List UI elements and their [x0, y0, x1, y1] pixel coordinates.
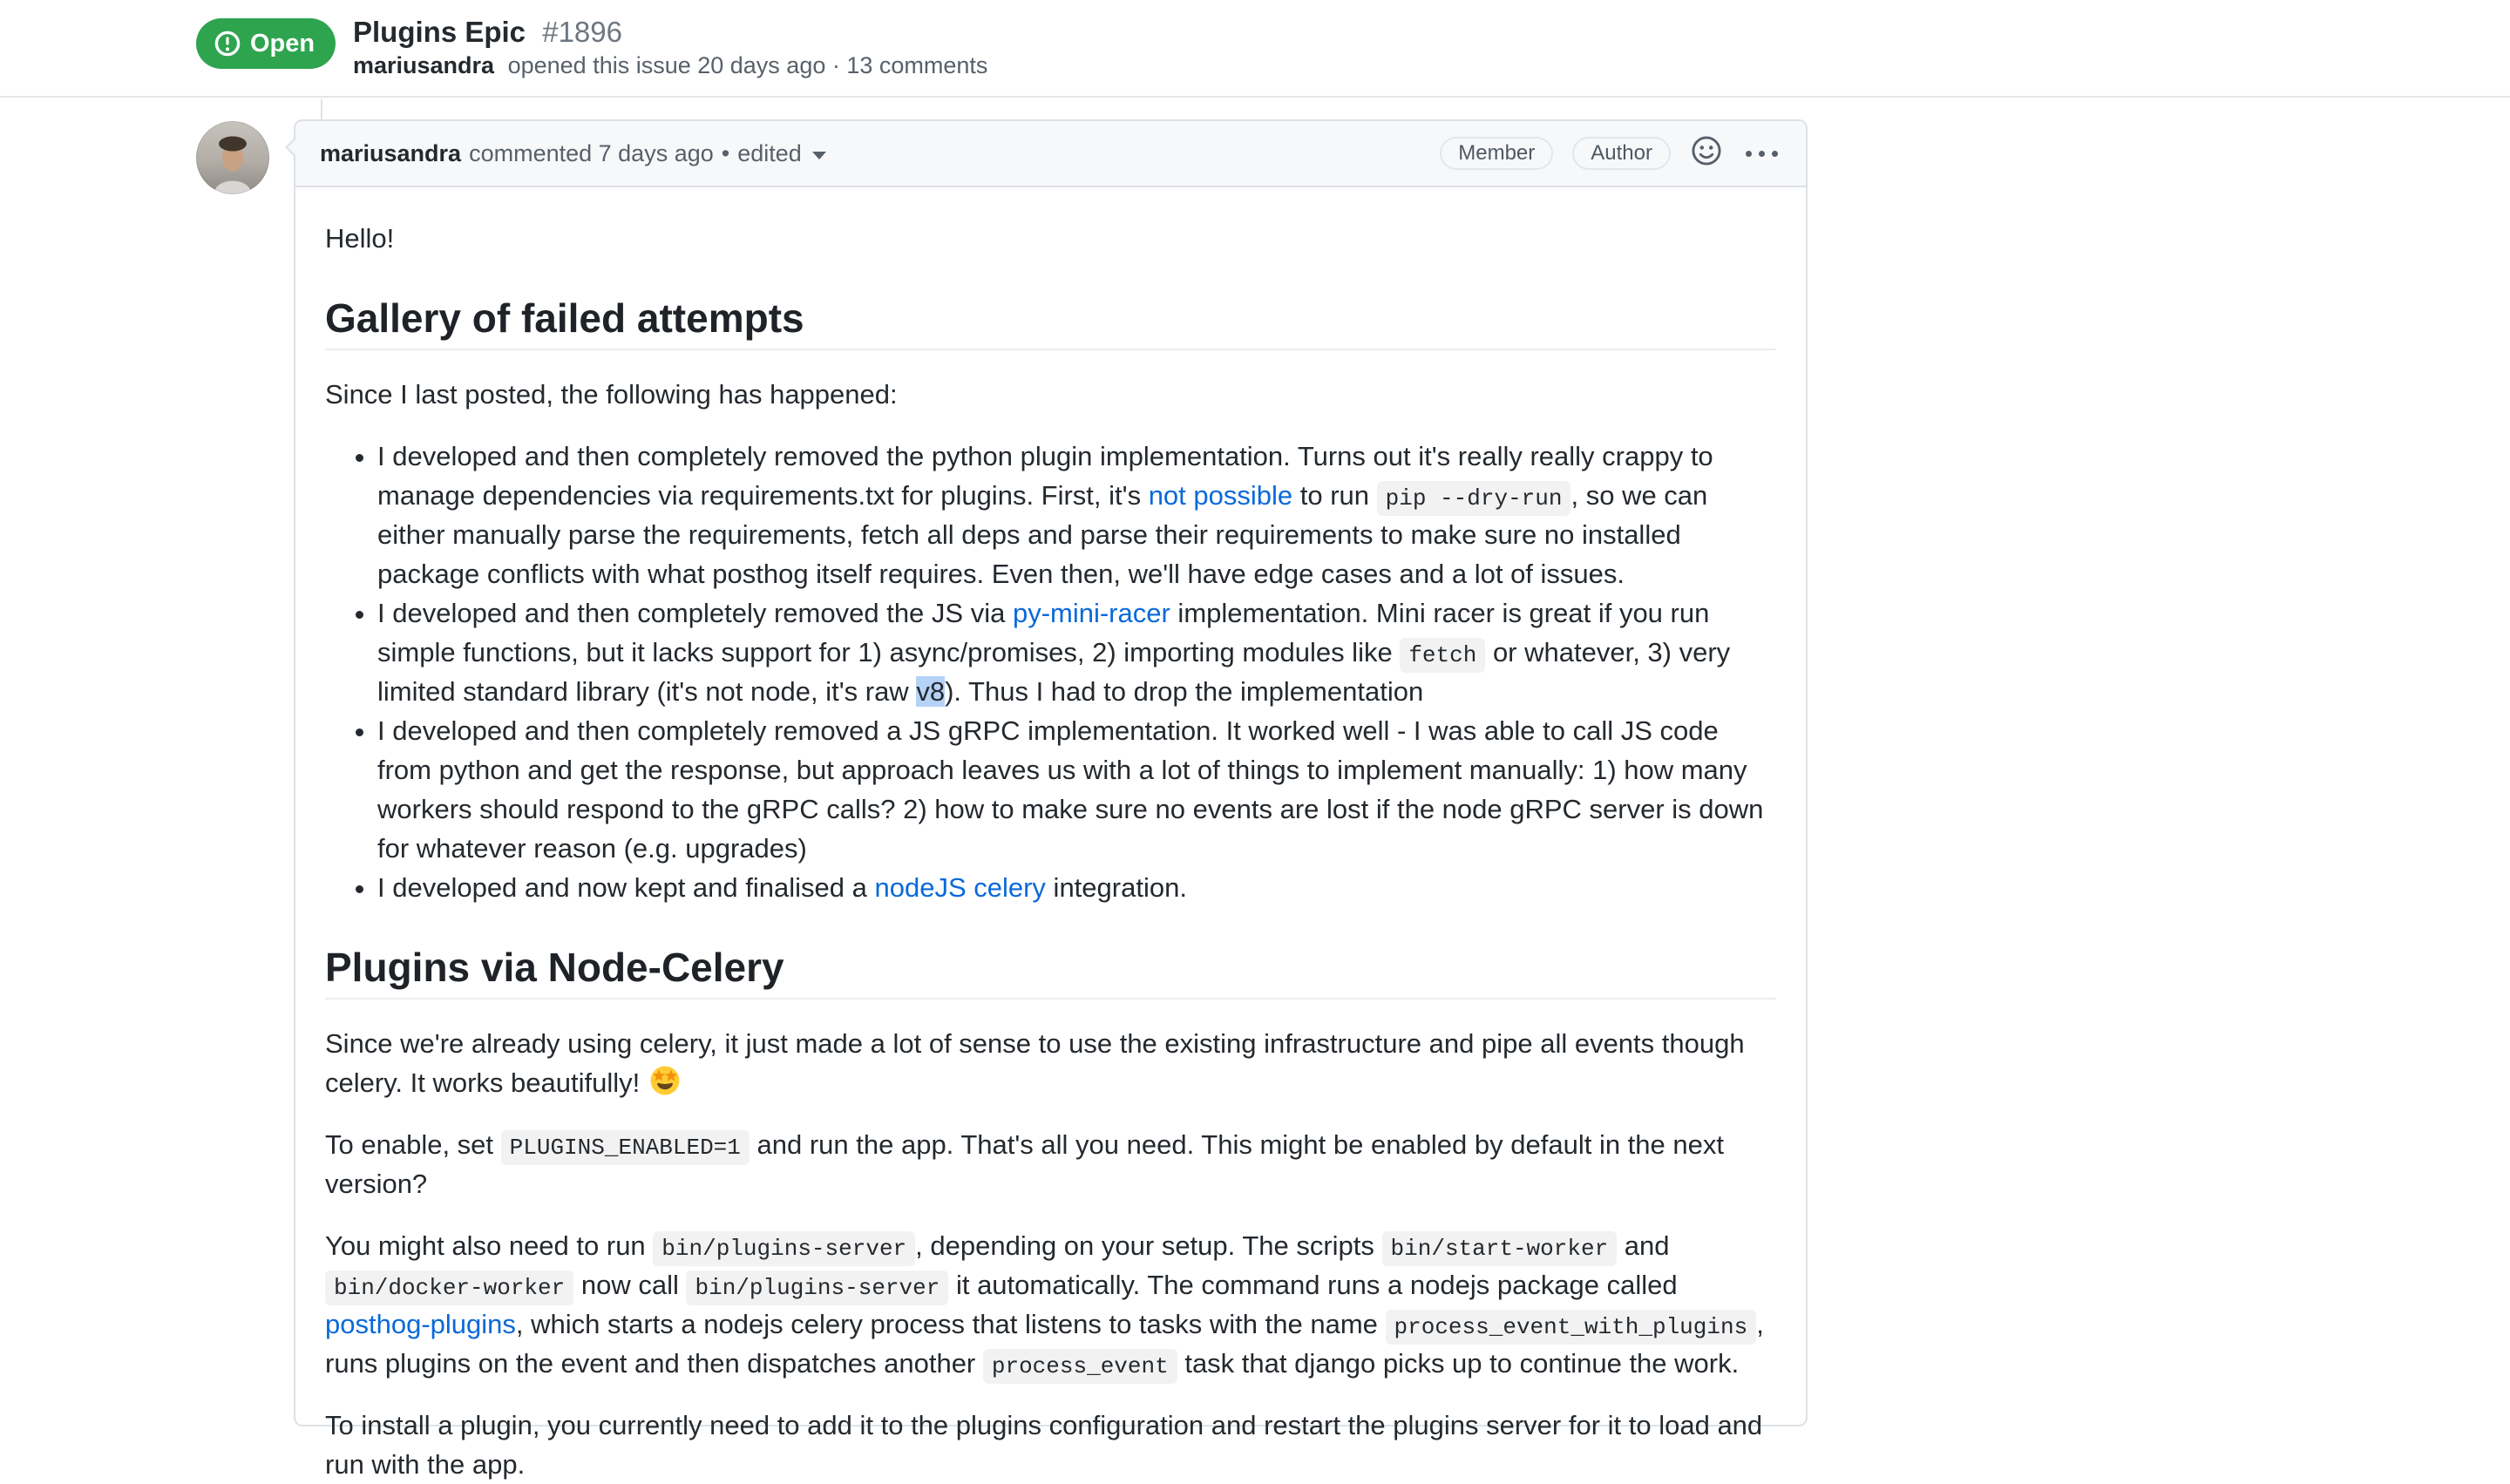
list-item: • I developed and now kept and finalised a nodeJS celery integration.	[377, 868, 1776, 907]
timeline-connector-line	[321, 99, 322, 119]
inline-code: bin/docker-worker	[325, 1271, 573, 1305]
avatar[interactable]	[196, 121, 269, 194]
comment-timestamp[interactable]: commented 7 days ago	[469, 139, 714, 166]
comment-header	[295, 121, 1806, 187]
issue-opened-icon	[214, 30, 241, 58]
inline-link[interactable]: posthog-plugins	[325, 1309, 516, 1339]
inline-code: bin/plugins-server	[653, 1231, 915, 1266]
inline-code: process_event	[983, 1349, 1177, 1384]
inline-code: bin/start-worker	[1382, 1231, 1618, 1266]
inline-code: PLUGINS_ENABLED=1	[501, 1130, 750, 1165]
inline-link[interactable]: py-mini-racer	[1012, 598, 1170, 628]
comment-body	[295, 187, 1806, 1484]
selected-text: v8	[916, 676, 946, 707]
comment-box	[294, 119, 1808, 1480]
inline-code: bin/plugins-server	[686, 1271, 948, 1305]
inline-code: process_event_with_plugins	[1386, 1310, 1757, 1345]
inline-code: fetch	[1400, 638, 1485, 673]
issue-state-badge	[196, 18, 336, 69]
smiley-icon	[1690, 134, 1723, 173]
issue-meta-line	[353, 52, 987, 79]
add-reaction-button[interactable]	[1690, 134, 1723, 173]
comment-meta-separator: •	[721, 139, 730, 166]
issue-author-link[interactable]: mariusandra	[353, 52, 495, 78]
inline-link[interactable]: not possible	[1148, 480, 1293, 511]
comment-author-link[interactable]: mariusandra	[320, 139, 462, 166]
issue-state-label: Open	[250, 29, 315, 58]
issue-title-line	[353, 16, 622, 49]
paragraph: To enable, set PLUGINS_ENABLED=1 and run the app. That's all you need. This might be enabled by default in the next version?	[325, 1129, 1724, 1199]
issue-meta-text: opened this issue 20 days ago · 13 comments	[507, 52, 988, 78]
paragraph: You might also need to run bin/plugins-server , depending on your setup. The scripts bin/start-worker and bin/docker-worker now call bin/plugins-server it automatically. The command runs a nodejs package called posthog-plugins, which starts a nodejs celery process that listens to tasks with the name process_event_with_plugins , runs plugins on the event and then dispatches another process_event task that django picks up to continue the work.	[325, 1226, 1776, 1383]
list-item: • I developed and then completely removed a JS gRPC implementation. It worked well - I was able to call JS code from python and get the response, but approach leaves us with a lot of things to implement manually: 1) how many workers should respond to the gRPC calls? 2) how to make sure no events are lost if the node gRPC server is down for whatever reason (e.g. upgrades)	[377, 711, 1776, 868]
issue-number: #1896	[542, 16, 622, 48]
chevron-down-icon[interactable]	[812, 152, 826, 159]
issue-title: Plugins Epic	[353, 16, 526, 48]
section-heading-node-celery: Plugins via Node-Celery	[325, 945, 1776, 999]
inline-code: pip --dry-run	[1377, 481, 1571, 516]
list-item: • I developed and then completely removed the JS via py-mini-racer implementation. Mini racer is great if you run simple functions, but it lacks support for 1) async/promises, 2) importing modules like fetch or whatever, 3) very limited standard library (it's not node, it's raw v8). Thus I had to drop the implementation	[377, 593, 1776, 711]
kebab-menu-button[interactable]	[1742, 147, 1781, 160]
failed-attempts-list	[325, 437, 1776, 907]
greeting-paragraph: Hello!	[325, 223, 395, 254]
member-badge: Member	[1440, 137, 1553, 170]
issue-sticky-header	[0, 0, 2510, 98]
author-badge: Author	[1572, 137, 1671, 170]
comment-edited-label[interactable]: edited	[737, 139, 802, 166]
list-item: • I developed and then completely removed the python plugin implementation. Turns out it's really really crappy to manage dependencies via requirements.txt for plugins. First, it's not possible to run pip --dry-run , so we can either manually parse the requirements, fetch all deps and parse their requirements to make sure no installed package conflicts with what posthog itself requires. Even then, we'll have edge cases and a lot of issues.	[377, 437, 1776, 593]
inline-link[interactable]: nodeJS celery	[874, 872, 1046, 903]
section-heading-gallery: Gallery of failed attempts	[325, 296, 1776, 350]
section-intro-paragraph: Since I last posted, the following has happened:	[325, 379, 898, 410]
clipped-paragraph: To install a plugin, you currently need to add it to the plugins configuration and restart the plugins server for it to load and run with the app.	[325, 1410, 1763, 1480]
star-struck-emoji	[649, 1065, 681, 1096]
paragraph: Since we're already using celery, it just made a lot of sense to use the existing infrastructure and pipe all events though celery. It works beautifully!	[325, 1028, 1745, 1098]
